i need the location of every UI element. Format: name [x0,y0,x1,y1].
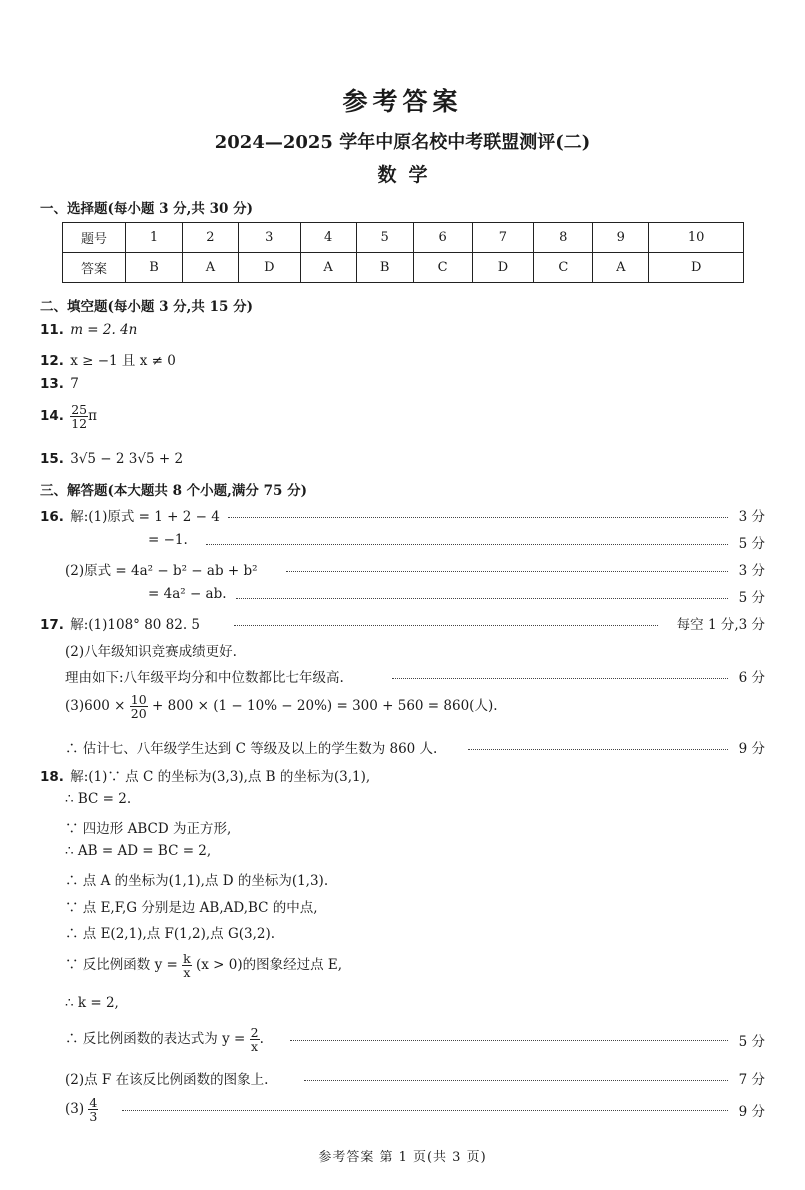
formula-part: ∵ 反比例函数 y = [65,957,178,974]
q18-line-7: ∴ 点 E(2,1),点 F(1,2),点 G(3,2). [65,926,276,942]
table-row-numbers [63,223,744,253]
dot-leader [228,517,728,518]
fraction-numerator: k [183,951,191,966]
fraction-denominator: 12 [71,416,88,432]
table-cell: 8 [534,223,593,253]
table-cell: 9 [593,223,649,253]
dot-leader [236,598,728,599]
fraction [182,952,192,979]
table-cell: A [182,253,238,283]
table-cell: 3 [238,223,300,253]
q18-line-5: ∴ 点 A 的坐标为(1,1),点 D 的坐标为(1,3). [65,873,329,889]
subject-label: 数学 [377,164,440,186]
answer-text: 7 [70,376,79,392]
question-number: 18. [40,769,64,785]
table-cell: 6 [413,223,472,253]
solution-text: 解:(1)原式 = 1 + 2 − 4 [70,509,220,525]
table-cell: D [238,253,300,283]
q18-line-12 [65,1096,98,1123]
question-number: 17. [40,617,64,633]
fraction-denominator: x [183,965,191,981]
q18-line-6: ∵ 点 E,F,G 分别是边 AB,AD,BC 的中点, [65,900,318,916]
row-label-number: 题号 [63,223,126,253]
table-cell: 10 [649,223,744,253]
section-heading-fill: 二、填空题(每小题 3 分,共 15 分) [40,299,253,315]
dot-leader [286,571,728,572]
dot-leader [122,1110,728,1111]
score-label: 3 分 [738,509,765,525]
dot-leader [468,749,728,750]
formula-part: (3) [65,1101,85,1118]
score-label: 3 分 [738,563,765,579]
q16-line-1 [40,505,220,525]
table-cell: C [534,253,593,283]
table-cell: A [300,253,356,283]
table-cell: B [126,253,183,283]
answer-14 [40,403,97,430]
pi-symbol: π [88,408,97,425]
fraction-numerator: 2 [250,1025,259,1040]
answer-12 [40,349,176,369]
formula-part: (3)600 × [65,698,126,715]
fraction [130,693,148,720]
q18-line-1 [40,765,370,785]
page-footer: 参考答案 第 1 页(共 3 页) [318,1150,487,1165]
answer-13 [40,376,79,392]
row-label-answer: 答案 [63,253,126,283]
table-cell: D [649,253,744,283]
formula-part: (x > 0)的图象经过点 E, [195,957,343,974]
dot-leader [206,544,728,545]
q17-line-2: (2)八年级知识竞赛成绩更好. [65,644,237,660]
q16-line-4: = 4a² − ab. [148,586,227,602]
answer-15 [40,451,183,467]
formula-part: ∴ 反比例函数的表达式为 y = [65,1031,246,1048]
answer-text: 3√5 − 2 3√5 + 2 [70,451,184,467]
dot-leader [234,625,658,626]
q17-line-5: ∴ 估计七、八年级学生达到 C 等级及以上的学生数为 860 人. [65,741,438,757]
score-label: 9 分 [738,1104,765,1120]
q17-line-3: 理由如下:八年级平均分和中位数都比七年级高. [65,670,344,686]
fraction [70,403,88,430]
score-label: 5 分 [738,536,765,552]
q16-line-2: = −1. [148,532,188,548]
table-cell: D [472,253,534,283]
answer-text: m = 2. 4n [70,322,138,338]
dot-leader [290,1040,728,1041]
answer-text: x ≥ −1 且 x ≠ 0 [70,353,176,369]
score-label: 7 分 [738,1072,765,1088]
q18-line-10 [65,1026,264,1053]
exam-subtitle: 2024—2025 学年中原名校中考联盟测评(二) [214,132,591,153]
dot-leader [392,678,728,679]
q17-line-4 [65,693,498,720]
q18-line-3: ∵ 四边形 ABCD 为正方形, [65,821,232,837]
answer-11 [40,322,137,338]
table-cell: C [413,253,472,283]
q18-line-9: ∴ k = 2, [65,995,119,1011]
table-cell: 1 [126,223,183,253]
q18-line-2: ∴ BC = 2. [65,791,132,807]
dot-leader [304,1080,728,1081]
section-heading-solve: 三、解答题(本大题共 8 个小题,满分 75 分) [40,483,307,499]
solution-text: 解:(1)108° 80 82. 5 [70,617,201,633]
answer-table [62,222,744,283]
q18-line-11: (2)点 F 在该反比例函数的图象上. [65,1072,269,1088]
question-number: 11. [40,322,64,338]
table-cell: B [356,253,413,283]
table-cell: 2 [182,223,238,253]
q18-line-4: ∴ AB = AD = BC = 2, [65,843,212,859]
q17-line-1 [40,613,200,633]
table-cell: 7 [472,223,534,253]
score-label: 6 分 [738,670,765,686]
q16-line-3: (2)原式 = 4a² − b² − ab + b² [65,563,258,579]
question-number: 13. [40,376,64,392]
q18-line-8 [65,952,342,979]
score-label: 5 分 [738,590,765,606]
page-title: 参考答案 [342,87,463,116]
fraction-denominator: x [251,1039,259,1055]
table-cell: 5 [356,223,413,253]
solution-text: 解:(1)∵ 点 C 的坐标为(3,3),点 B 的坐标为(3,1), [70,769,371,785]
question-number: 14. [40,408,64,425]
fraction-numerator: 10 [130,692,147,707]
fraction-denominator: 20 [130,706,147,722]
fraction-numerator: 25 [71,402,88,417]
question-number: 16. [40,509,64,525]
fraction [88,1096,98,1123]
score-label: 9 分 [738,741,765,757]
fraction-numerator: 4 [89,1095,98,1110]
formula-part: + 800 × (1 − 10% − 20%) = 300 + 560 = 860(人). [152,698,498,715]
question-number: 15. [40,451,64,467]
table-cell: 4 [300,223,356,253]
section-heading-choice: 一、选择题(每小题 3 分,共 30 分) [40,201,253,217]
question-number: 12. [40,353,64,369]
score-label: 5 分 [738,1034,765,1050]
score-label: 每空 1 分,3 分 [676,617,765,633]
fraction [250,1026,260,1053]
table-cell: A [593,253,649,283]
fraction-denominator: 3 [89,1109,98,1125]
table-row-answers [63,253,744,283]
formula-part: . [259,1031,264,1048]
